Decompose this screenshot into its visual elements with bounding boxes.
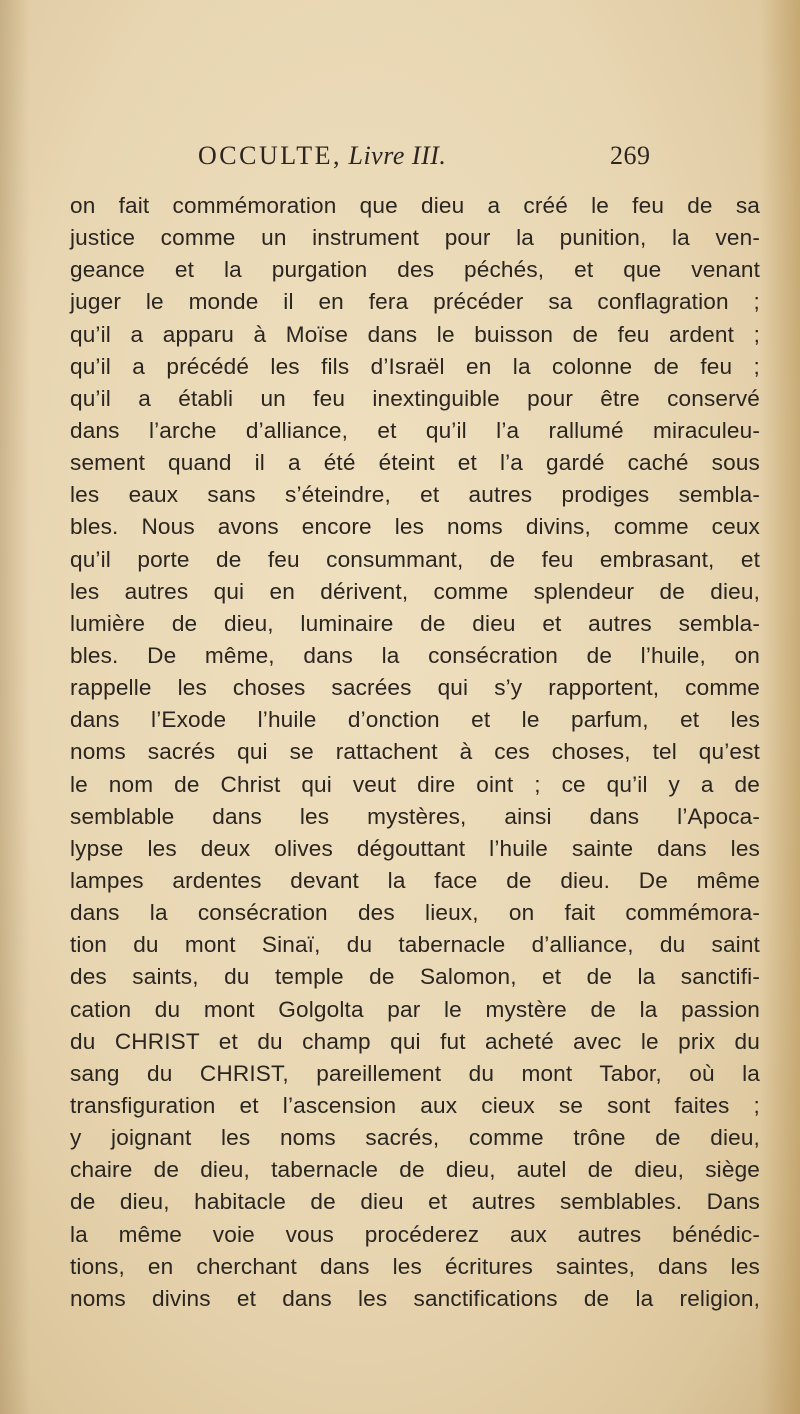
- text-line: qu’il a précédé les fils d’Israël en la colonne de feu ;: [70, 353, 760, 379]
- text-line: juger le monde il en fera précéder sa conflagration ;: [70, 289, 760, 315]
- text-line: qu’il a apparu à Moïse dans le buisson de feu ardent ;: [70, 321, 760, 347]
- running-header: [198, 136, 758, 176]
- text-line: dans l’Exode l’huile d’onction et le parfum, et les: [70, 707, 760, 733]
- text-line: tions, en cherchant dans les écritures saintes, dans les: [70, 1253, 760, 1279]
- spine-shadow: [0, 0, 30, 1414]
- text-line: des saints, du temple de Salomon, et de la sanctifi-: [70, 964, 760, 990]
- text-line: tion du mont Sinaï, du tabernacle d’alliance, du saint: [70, 932, 760, 958]
- text-line: geance et la purgation des péchés, et que venant: [70, 257, 760, 283]
- text-line: justice comme un instrument pour la punition, la ven-: [70, 225, 760, 251]
- text-line: qu’il a établi un feu inextinguible pour être conservé: [70, 385, 760, 411]
- text-line: de dieu, habitacle de dieu et autres semblables. Dans: [70, 1189, 760, 1215]
- text-line: dans la consécration des lieux, on fait commémora-: [70, 900, 760, 926]
- text-line: sement quand il a été éteint et l’a gardé caché sous: [70, 450, 760, 476]
- text-line: on fait commémoration que dieu a créé le feu de sa: [70, 193, 760, 218]
- text-line: cation du mont Golgolta par le mystère de la passion: [70, 996, 760, 1022]
- text-line: noms sacrés qui se rattachent à ces choses, tel qu’est: [70, 739, 760, 765]
- text-line: du CHRIST et du champ qui fut acheté avec le prix du: [70, 1028, 760, 1054]
- text-line: sang du CHRIST, pareillement du mont Tabor, où la: [70, 1060, 760, 1086]
- book-reference: Livre III.: [348, 141, 447, 170]
- page-edge-shadow: [760, 0, 800, 1414]
- text-line: y joignant les noms sacrés, comme trône de dieu,: [70, 1125, 760, 1151]
- text-line: les eaux sans s’éteindre, et autres prodiges sembla-: [70, 482, 760, 508]
- text-line: semblable dans les mystères, ainsi dans l’Apoca-: [70, 803, 760, 829]
- text-line: chaire de dieu, tabernacle de dieu, autel de dieu, siège: [70, 1157, 760, 1183]
- page-number: 269: [610, 141, 651, 170]
- text-line: qu’il porte de feu consummant, de feu embrasant, et: [70, 546, 760, 572]
- text-line: lypse les deux olives dégouttant l’huile sainte dans les: [70, 835, 760, 861]
- text-line: lampes ardentes devant la face de dieu. De même: [70, 867, 760, 893]
- text-line: noms divins et dans les sanctifications de la religion,: [70, 1285, 760, 1311]
- body-text: [70, 190, 760, 1315]
- text-line: bles. De même, dans la consécration de l’huile, on: [70, 642, 760, 668]
- text-line: rappelle les choses sacrées qui s’y rapportent, comme: [70, 675, 760, 701]
- text-line: le nom de Christ qui veut dire oint ; ce qu’il y a de: [70, 771, 760, 797]
- text-line: lumière de dieu, luminaire de dieu et autres sembla-: [70, 610, 760, 636]
- text-line: la même voie vous procéderez aux autres bénédic-: [70, 1221, 760, 1247]
- text-line: dans l’arche d’alliance, et qu’il l’a rallumé miraculeu-: [70, 417, 760, 443]
- text-line: transfiguration et l’ascension aux cieux se sont faites ;: [70, 1092, 760, 1118]
- text-line: bles. Nous avons encore les noms divins, comme ceux: [70, 514, 760, 540]
- text-line: les autres qui en dérivent, comme splendeur de dieu,: [70, 578, 760, 604]
- running-title: OCCULTE,: [198, 141, 342, 170]
